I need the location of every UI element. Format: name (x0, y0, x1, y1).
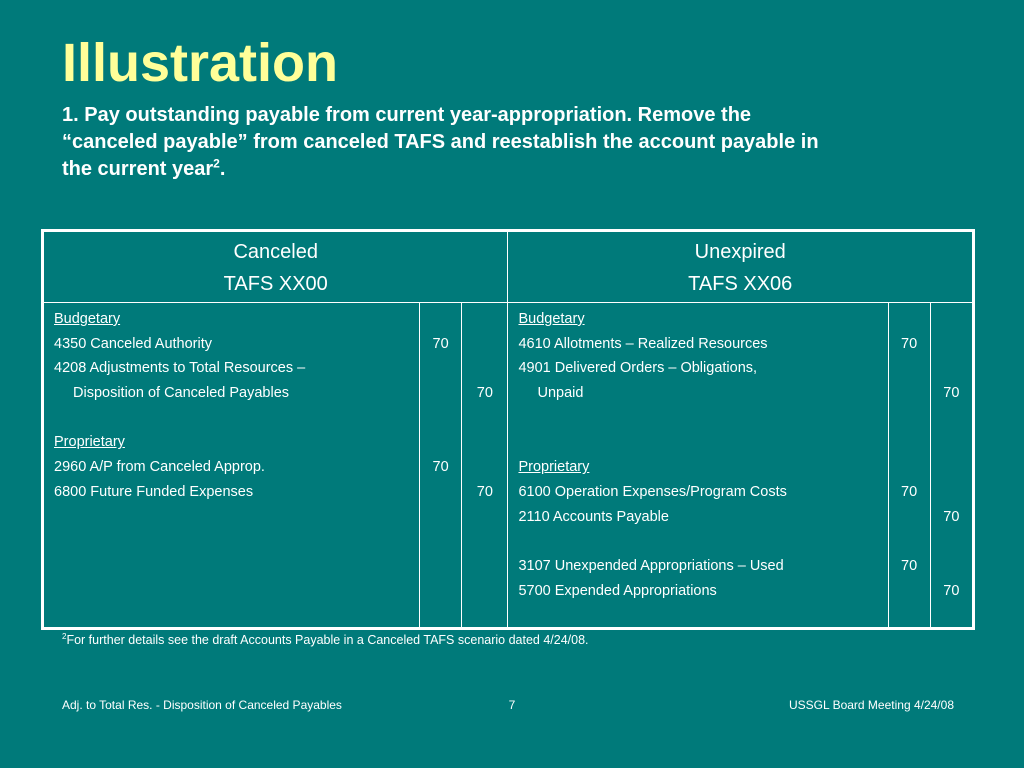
debit-amount (889, 307, 930, 332)
debit-amount (889, 430, 930, 455)
subtitle-footnote-mark: 2 (213, 156, 220, 171)
section-heading: Budgetary (54, 311, 121, 327)
debit-amount (889, 455, 930, 480)
section-heading: Proprietary (518, 459, 590, 476)
footer-page-number: 7 (508, 698, 516, 712)
subtitle-line-2: “canceled payable” from canceled TAFS and reestablish the account payable in (62, 131, 819, 153)
subtitle-line-1: 1. Pay outstanding payable from current year-appropriation. Remove the (62, 104, 752, 126)
canceled-credit-column (462, 303, 508, 629)
credit-amount: 70 (943, 508, 960, 525)
debit-amount (889, 381, 930, 406)
credit-amount (931, 307, 972, 332)
debit-amount (420, 307, 461, 332)
account-line (44, 406, 419, 431)
account-line: 2110 Accounts Payable (518, 508, 669, 525)
credit-amount: 70 (943, 385, 960, 402)
debit-amount: 70 (901, 335, 918, 352)
footer-slide-topic: Adj. to Total Res. - Disposition of Canceled Payables (62, 698, 342, 712)
unexpired-debit-column (888, 303, 930, 629)
credit-amount (462, 455, 507, 480)
debit-amount (420, 430, 461, 455)
credit-amount (931, 430, 972, 455)
credit-amount (462, 406, 507, 431)
journal-entry-table (41, 229, 975, 630)
section-heading: Budgetary (518, 311, 585, 327)
account-line: 4610 Allotments – Realized Resources (518, 335, 768, 352)
credit-amount (931, 406, 972, 431)
account-line: 3107 Unexpended Appropriations – Used (518, 557, 784, 574)
debit-amount (889, 406, 930, 431)
debit-amount: 70 (432, 459, 449, 476)
unexpired-tafs-header (508, 231, 974, 303)
canceled-debit-column (420, 303, 462, 629)
unexpired-header-line-2: TAFS XX06 (688, 273, 793, 295)
debit-amount (420, 381, 461, 406)
credit-amount (462, 307, 507, 332)
account-line (508, 406, 887, 431)
unexpired-accounts-column (508, 303, 888, 629)
slide-subtitle (62, 102, 962, 183)
footnote-mark: 2 (62, 632, 67, 641)
account-line: 6800 Future Funded Expenses (54, 483, 254, 500)
debit-amount: 70 (432, 335, 449, 352)
canceled-header-line-2: TAFS XX00 (223, 273, 328, 295)
debit-amount (420, 480, 461, 505)
account-line: Unpaid (537, 385, 584, 402)
footer-meeting: USSGL Board Meeting 4/24/08 (789, 698, 954, 712)
debit-amount (420, 356, 461, 381)
account-line: 2960 A/P from Canceled Approp. (54, 459, 265, 476)
footnote-text: For further details see the draft Accounts Payable in a Canceled TAFS scenario dated 4/24/08. (66, 633, 589, 648)
account-line (508, 529, 887, 554)
slide-title: Illustration (62, 33, 339, 93)
account-line: 4901 Delivered Orders – Obligations, (518, 360, 758, 377)
credit-amount (931, 332, 972, 357)
footnote (62, 632, 589, 647)
credit-amount (931, 356, 972, 381)
credit-amount (931, 480, 972, 505)
account-line: 4208 Adjustments to Total Resources – (54, 360, 306, 377)
subtitle-suffix: . (219, 158, 226, 180)
debit-amount (420, 406, 461, 431)
credit-amount: 70 (476, 385, 493, 402)
section-heading: Proprietary (54, 434, 125, 451)
credit-amount (931, 529, 972, 554)
account-line: 5700 Expended Appropriations (518, 582, 717, 599)
subtitle-line-3: the current year (62, 158, 214, 180)
credit-amount: 70 (943, 582, 960, 599)
credit-amount (462, 356, 507, 381)
debit-amount (889, 356, 930, 381)
account-line: 6100 Operation Expenses/Program Costs (518, 483, 787, 500)
account-line: Disposition of Canceled Payables (73, 385, 290, 402)
unexpired-header-line-1: Unexpired (694, 241, 786, 263)
credit-amount (462, 430, 507, 455)
credit-amount (462, 332, 507, 357)
debit-amount: 70 (901, 557, 918, 574)
credit-amount: 70 (476, 483, 493, 500)
account-line: 4350 Canceled Authority (54, 335, 212, 352)
account-line (508, 430, 887, 455)
debit-amount (889, 579, 930, 604)
debit-amount: 70 (901, 483, 918, 500)
debit-amount (889, 505, 930, 530)
canceled-accounts-column (43, 303, 420, 629)
credit-amount (931, 455, 972, 480)
debit-amount (889, 529, 930, 554)
canceled-tafs-header (43, 231, 508, 303)
canceled-header-line-1: Canceled (233, 241, 318, 263)
unexpired-credit-column (930, 303, 973, 629)
credit-amount (931, 554, 972, 579)
